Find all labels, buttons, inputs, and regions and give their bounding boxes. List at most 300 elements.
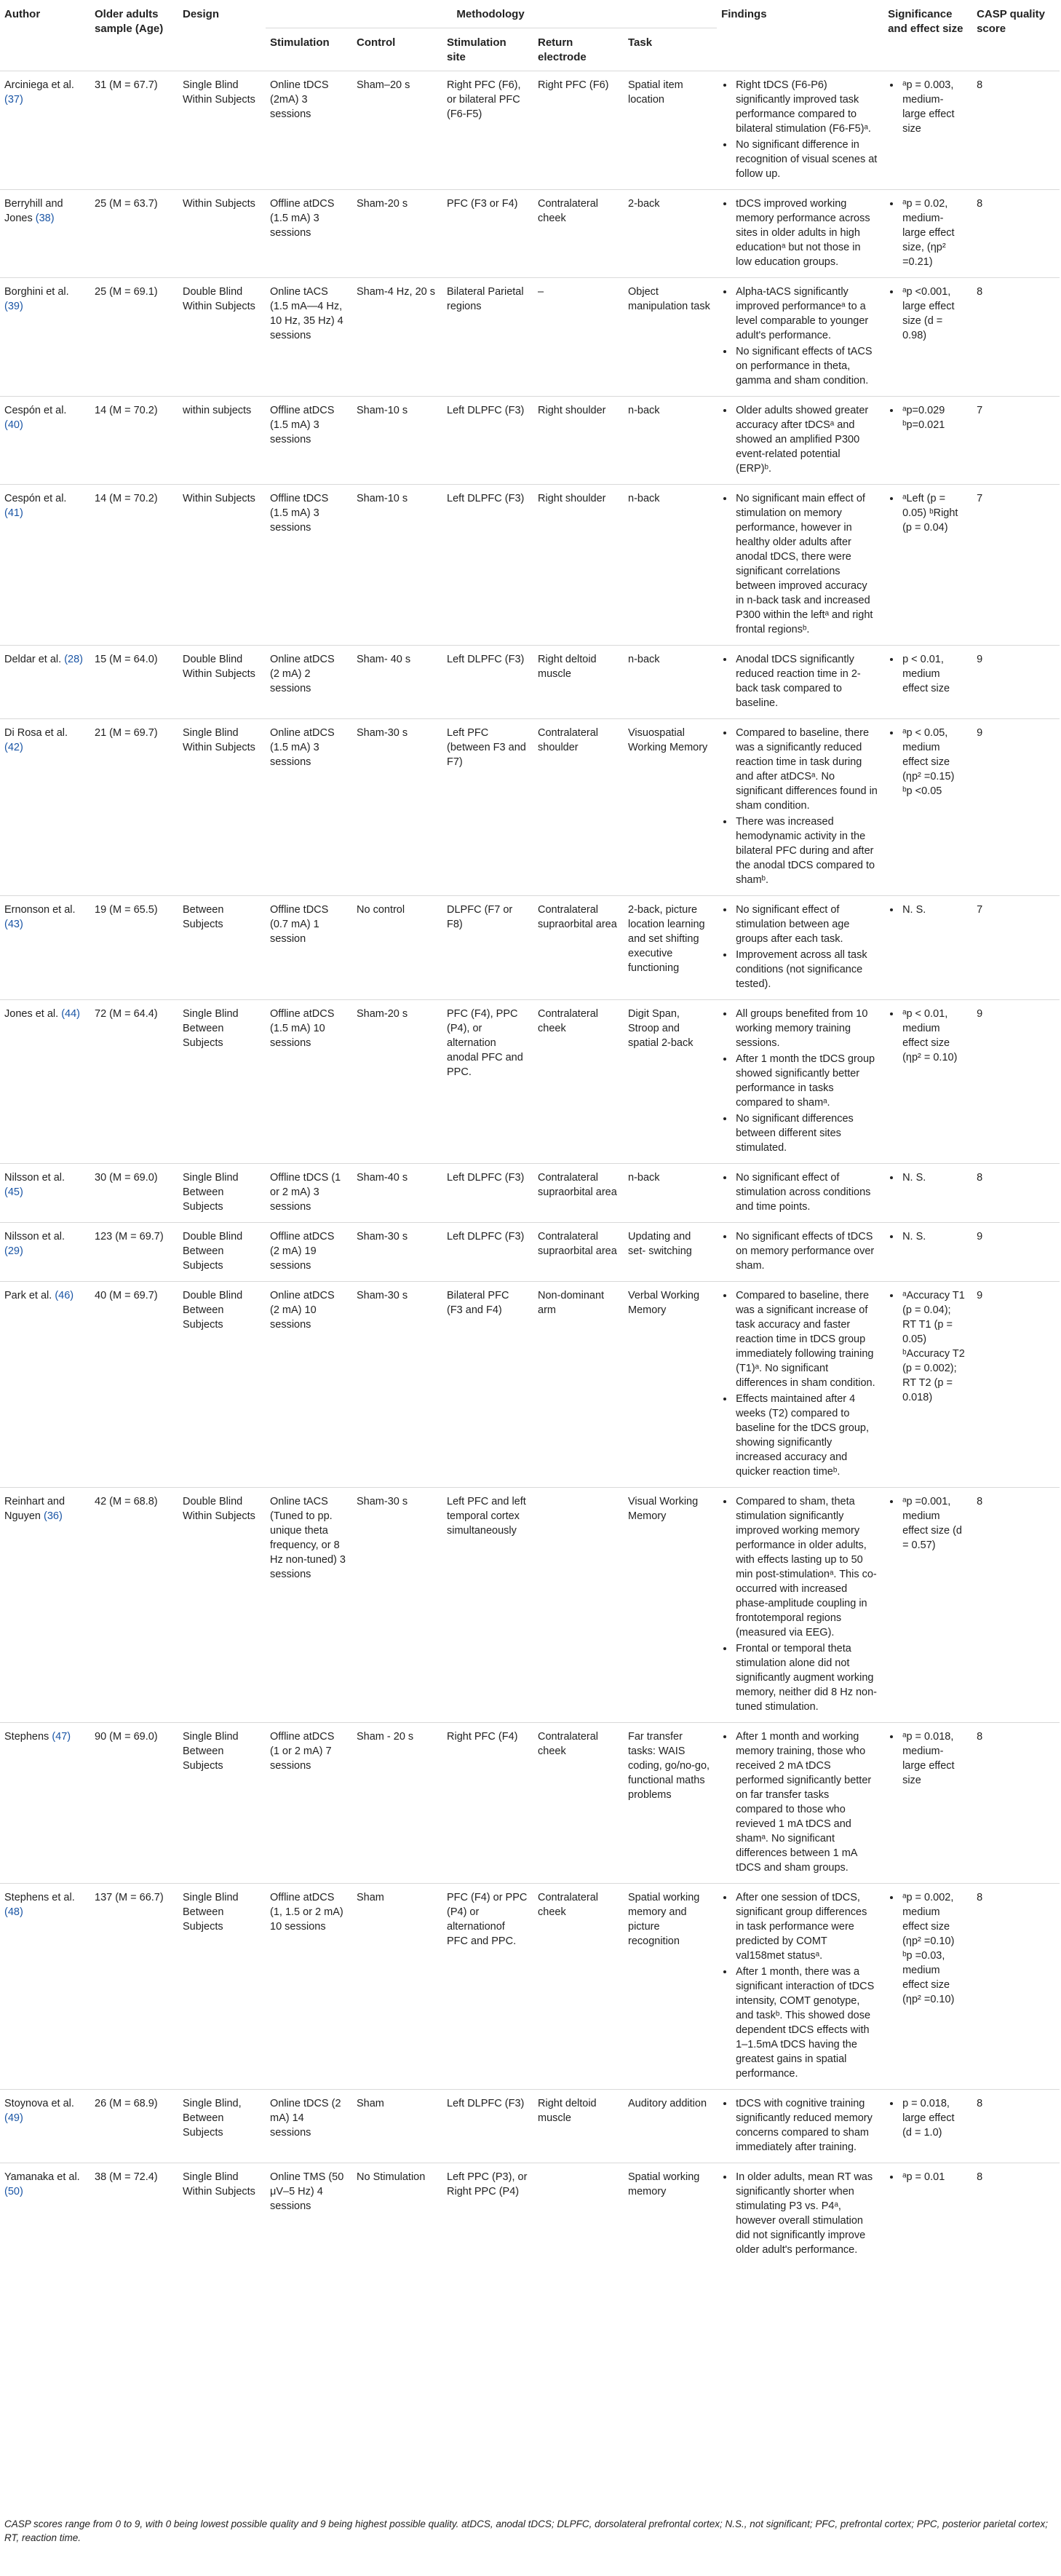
sample-cell: 15 (M = 64.0) [90, 646, 178, 719]
control-cell: Sham-20 s [352, 1000, 442, 1164]
significance-list [888, 2170, 966, 2184]
sample-cell: 25 (M = 69.1) [90, 278, 178, 397]
header-task: Task [624, 28, 717, 71]
reference-link[interactable]: (40) [4, 419, 23, 431]
reference-link[interactable]: (47) [52, 1731, 71, 1743]
return-electrode-cell: Right deltoid muscle [533, 646, 624, 719]
findings-cell [717, 719, 883, 896]
stimulation-cell: Offline atDCS (1.5 mA) 3 sessions [266, 190, 352, 278]
author-name: Stoynova et al. [4, 2098, 74, 2109]
stimulation-cell: Online tACS (Tuned to pp. unique theta frequency, or 8 Hz non-tuned) 3 sessions [266, 1488, 352, 1723]
author-name: Yamanaka et al. [4, 2171, 80, 2183]
site-cell: Left DLPFC (F3) [442, 2090, 533, 2163]
stimulation-cell: Online tDCS (2 mA) 14 sessions [266, 2090, 352, 2163]
finding-item: • There was increased hemodynamic activity in the bilateral PFC during and after the anodal tDCS compared to shamᵇ. [734, 815, 878, 887]
author-cell [0, 190, 90, 278]
findings-list [721, 1729, 878, 1875]
author-cell [0, 397, 90, 485]
site-cell: Right PFC (F6), or bilateral PFC (F6-F5) [442, 71, 533, 190]
task-cell: Visuospatial Working Memory [624, 719, 717, 896]
return-electrode-cell: Contralateral supraorbital area [533, 896, 624, 1000]
author-cell [0, 1488, 90, 1723]
design-cell: Double Blind Between Subjects [178, 1282, 266, 1488]
casp-score-cell: 7 [972, 896, 1060, 1000]
sample-cell: 14 (M = 70.2) [90, 485, 178, 646]
significance-item: • ᵃp = 0.018, medium-large effect size [901, 1729, 966, 1788]
site-cell: Bilateral PFC (F3 and F4) [442, 1282, 533, 1488]
casp-score-cell: 7 [972, 485, 1060, 646]
significance-cell [883, 1488, 972, 1723]
site-cell: Left PPC (P3), or Right PPC (P4) [442, 2163, 533, 2266]
task-cell: Auditory addition [624, 2090, 717, 2163]
control-cell: Sham- 40 s [352, 646, 442, 719]
findings-cell [717, 2163, 883, 2266]
significance-cell [883, 71, 972, 190]
casp-score-cell: 8 [972, 190, 1060, 278]
casp-score-cell: 8 [972, 1488, 1060, 1723]
reference-link[interactable]: (43) [4, 919, 23, 930]
significance-list [888, 1494, 966, 1553]
finding-item: • Compared to baseline, there was a significantly reduced reaction time in task during and after atDCSᵃ. No significant differences found in sham condition. [734, 726, 878, 813]
return-electrode-cell: Contralateral cheek [533, 1723, 624, 1884]
significance-item: • p = 0.018, large effect (d = 1.0) [901, 2096, 966, 2140]
findings-cell [717, 1884, 883, 2090]
author-name: Stephens et al. [4, 1892, 75, 1903]
reference-link[interactable]: (41) [4, 507, 23, 519]
author-cell [0, 71, 90, 190]
return-electrode-cell: Contralateral cheek [533, 1884, 624, 2090]
findings-list [721, 1170, 878, 1214]
finding-item: • No significant difference in recognition of visual scenes at follow up. [734, 138, 878, 181]
sample-cell: 14 (M = 70.2) [90, 397, 178, 485]
author-cell [0, 1000, 90, 1164]
site-cell: DLPFC (F7 or F8) [442, 896, 533, 1000]
author-name: Cespón et al. [4, 405, 67, 416]
table-body [0, 71, 1060, 2266]
task-cell: Verbal Working Memory [624, 1282, 717, 1488]
task-cell: n-back [624, 646, 717, 719]
significance-cell [883, 485, 972, 646]
significance-list [888, 1729, 966, 1788]
casp-score-cell: 8 [972, 2090, 1060, 2163]
stimulation-cell: Offline tDCS (1.5 mA) 3 sessions [266, 485, 352, 646]
significance-item: • ᵃp = 0.002, medium effect size (ηp² =0.10) ᵇp =0.03, medium effect size (ηp² =0.10) [901, 1890, 966, 2007]
sample-cell: 123 (M = 69.7) [90, 1223, 178, 1282]
casp-score-cell: 9 [972, 719, 1060, 896]
control-cell: Sham–20 s [352, 71, 442, 190]
author-cell [0, 2090, 90, 2163]
author-name: Jones et al. [4, 1008, 59, 1020]
task-cell: Spatial working memory [624, 2163, 717, 2266]
reference-link[interactable]: (49) [4, 2112, 23, 2124]
stimulation-cell: Offline atDCS (1, 1.5 or 2 mA) 10 sessions [266, 1884, 352, 2090]
header-site: Stimulation site [442, 28, 533, 71]
significance-list [888, 1229, 966, 1244]
site-cell: Left DLPFC (F3) [442, 646, 533, 719]
return-electrode-cell: – [533, 278, 624, 397]
stimulation-cell: Offline atDCS (1.5 mA) 3 sessions [266, 397, 352, 485]
table-row [0, 190, 1060, 278]
design-cell: Double Blind Within Subjects [178, 1488, 266, 1723]
sample-cell: 25 (M = 63.7) [90, 190, 178, 278]
significance-list [888, 903, 966, 917]
findings-list [721, 1007, 878, 1155]
author-cell [0, 2163, 90, 2266]
header-sample: Older adults sample (Age) [95, 8, 164, 35]
findings-cell [717, 1723, 883, 1884]
significance-item: • N. S. [901, 903, 966, 917]
findings-list [721, 1890, 878, 2081]
task-cell: Far transfer tasks: WAIS coding, go/no-go, functional maths problems [624, 1723, 717, 1884]
task-cell: 2-back, picture location learning and set shifting executive functioning [624, 896, 717, 1000]
design-cell: Single Blind, Between Subjects [178, 2090, 266, 2163]
table-row [0, 896, 1060, 1000]
author-name: Berryhill and Jones [4, 198, 63, 224]
table-row [0, 1488, 1060, 1723]
task-cell: Spatial item location [624, 71, 717, 190]
header-findings: Findings [721, 8, 767, 20]
finding-item: • Effects maintained after 4 weeks (T2) compared to baseline for the tDCS group, showing significantly increased accuracy and quicker reaction timeᵇ. [734, 1392, 878, 1479]
table-row [0, 1000, 1060, 1164]
header-design: Design [183, 8, 220, 20]
significance-cell [883, 1884, 972, 2090]
sample-cell: 21 (M = 69.7) [90, 719, 178, 896]
findings-cell [717, 1000, 883, 1164]
author-cell [0, 896, 90, 1000]
header-author: Author [4, 8, 41, 20]
author-name: Stephens [4, 1731, 49, 1743]
finding-item: • No significant effect of stimulation across conditions and time points. [734, 1170, 878, 1214]
significance-item: • ᵃp < 0.05, medium effect size (ηp² =0.15) ᵇp <0.05 [901, 726, 966, 798]
significance-item: • N. S. [901, 1170, 966, 1185]
findings-list [721, 197, 878, 269]
return-electrode-cell: Contralateral cheek [533, 1000, 624, 1164]
finding-item: • Compared to baseline, there was a significant increase of task accuracy and faster reaction time in tDCS group immediately following training (T1)ᵃ. No significant differences in sham condition. [734, 1288, 878, 1390]
findings-list [721, 285, 878, 388]
finding-item: • No significant effects of tACS on performance in theta, gamma and sham condition. [734, 344, 878, 388]
reference-link[interactable]: (37) [4, 94, 23, 106]
significance-cell [883, 2163, 972, 2266]
table-row [0, 646, 1060, 719]
return-electrode-cell: Right deltoid muscle [533, 2090, 624, 2163]
significance-list [888, 726, 966, 798]
finding-item: • Anodal tDCS significantly reduced reaction time in 2-back task compared to baseline. [734, 652, 878, 710]
findings-cell [717, 1164, 883, 1223]
header-control: Control [352, 28, 442, 71]
significance-cell [883, 1223, 972, 1282]
table-row [0, 1884, 1060, 2090]
site-cell: Left DLPFC (F3) [442, 1223, 533, 1282]
significance-list [888, 1890, 966, 2007]
finding-item: • Improvement across all task conditions (not significance tested). [734, 948, 878, 991]
casp-score-cell: 8 [972, 2163, 1060, 2266]
control-cell: Sham-30 s [352, 1488, 442, 1723]
casp-score-cell: 9 [972, 1282, 1060, 1488]
stimulation-cell: Offline atDCS (1.5 mA) 10 sessions [266, 1000, 352, 1164]
design-cell: Single Blind Between Subjects [178, 1884, 266, 2090]
sample-cell: 19 (M = 65.5) [90, 896, 178, 1000]
casp-score-cell: 8 [972, 1723, 1060, 1884]
design-cell: Double Blind Between Subjects [178, 1223, 266, 1282]
significance-item: • ᵃp <0.001, large effect size (d = 0.98) [901, 285, 966, 343]
table-row [0, 1723, 1060, 1884]
sample-cell: 26 (M = 68.9) [90, 2090, 178, 2163]
control-cell: Sham-30 s [352, 719, 442, 896]
task-cell: n-back [624, 485, 717, 646]
finding-item: • After 1 month, there was a significant interaction of tDCS intensity, COMT genotype, and taskᵇ. This showed dose dependent tDCS effects with 1–1.5mA tDCS having the greatest gains in spatial performance. [734, 1965, 878, 2081]
table-footnote: CASP scores range from 0 to 9, with 0 being lowest possible quality and 9 being highest possible quality. atDCS, anodal tDCS; DLPFC, dorsolateral prefrontal cortex; N.S., not significant; PFC, prefrontal cortex; PPC, posterior parietal cortex; RT, reaction time. [4, 2518, 1048, 2543]
table-row [0, 278, 1060, 397]
site-cell: PFC (F4), PPC (P4), or alternation anodal PFC and PPC. [442, 1000, 533, 1164]
casp-score-cell: 9 [972, 1000, 1060, 1164]
findings-cell [717, 646, 883, 719]
findings-list [721, 903, 878, 991]
significance-item: • ᵃp = 0.003, medium-large effect size [901, 78, 966, 136]
author-cell [0, 719, 90, 896]
author-name: Deldar et al. [4, 654, 62, 665]
author-cell [0, 1223, 90, 1282]
author-name: Arciniega et al. [4, 79, 74, 91]
reference-link[interactable]: (44) [61, 1008, 80, 1020]
finding-item: • Right tDCS (F6-P6) significantly improved task performance compared to bilateral stimulation (F6-F5)ᵃ. [734, 78, 878, 136]
stimulation-cell: Offline atDCS (1 or 2 mA) 7 sessions [266, 1723, 352, 1884]
author-cell [0, 1282, 90, 1488]
finding-item: • No significant effect of stimulation between age groups after each task. [734, 903, 878, 946]
author-cell [0, 1723, 90, 1884]
control-cell: Sham-40 s [352, 1164, 442, 1223]
author-name: Cespón et al. [4, 493, 67, 504]
casp-score-cell: 8 [972, 278, 1060, 397]
significance-list [888, 197, 966, 269]
finding-item: • No significant effects of tDCS on memory performance over sham. [734, 1229, 878, 1273]
significance-list [888, 1007, 966, 1065]
design-cell: within subjects [178, 397, 266, 485]
stimulation-cell: Online atDCS (1.5 mA) 3 sessions [266, 719, 352, 896]
control-cell: Sham-4 Hz, 20 s [352, 278, 442, 397]
significance-item: • ᵃp =0.001, medium effect size (d = 0.57) [901, 1494, 966, 1553]
control-cell: Sham [352, 1884, 442, 2090]
casp-score-cell: 9 [972, 646, 1060, 719]
task-cell: Digit Span, Stroop and spatial 2-back [624, 1000, 717, 1164]
design-cell: Single Blind Between Subjects [178, 1723, 266, 1884]
author-cell [0, 278, 90, 397]
task-cell: n-back [624, 397, 717, 485]
significance-cell [883, 1000, 972, 1164]
stimulation-cell: Online TMS (50 μV–5 Hz) 4 sessions [266, 2163, 352, 2266]
significance-cell [883, 646, 972, 719]
return-electrode-cell: Right shoulder [533, 397, 624, 485]
table-row [0, 485, 1060, 646]
author-cell [0, 646, 90, 719]
finding-item: • In older adults, mean RT was significantly shorter when stimulating P3 vs. P4ᵃ, however overall stimulation did not significantly improve older adult's performance. [734, 2170, 878, 2257]
table-row [0, 1223, 1060, 1282]
task-cell: 2-back [624, 190, 717, 278]
finding-item: • Older adults showed greater accuracy after tDCSᵃ and showed an amplified P300 event-related potential (ERP)ᵇ. [734, 403, 878, 476]
findings-cell [717, 896, 883, 1000]
finding-item: • After one session of tDCS, significant group differences in task performance were predicted by COMT val158met statusᵃ. [734, 1890, 878, 1963]
reference-link[interactable]: (42) [4, 742, 23, 753]
return-electrode-cell: Contralateral shoulder [533, 719, 624, 896]
sample-cell: 42 (M = 68.8) [90, 1488, 178, 1723]
significance-cell [883, 190, 972, 278]
header-row-1 [0, 0, 1060, 28]
control-cell: Sham-20 s [352, 190, 442, 278]
reference-link[interactable]: (46) [55, 1290, 74, 1301]
finding-item: • After 1 month and working memory training, those who received 2 mA tDCS performed significantly better on far transfer tasks compared to those who revieved 1 mA tDCS and shamᵃ. No significant differences between 1 mA tDCS and sham groups. [734, 1729, 878, 1875]
header-methodology: Methodology [266, 0, 717, 28]
significance-list [888, 2096, 966, 2140]
findings-list [721, 1229, 878, 1273]
design-cell: Single Blind Within Subjects [178, 71, 266, 190]
header-stimulation: Stimulation [266, 28, 352, 71]
significance-item: • ᵃp = 0.01 [901, 2170, 966, 2184]
task-cell: Updating and set- switching [624, 1223, 717, 1282]
table-row [0, 2090, 1060, 2163]
author-name: Nilsson et al. [4, 1172, 65, 1184]
reference-link[interactable]: (45) [4, 1186, 23, 1198]
design-cell: Within Subjects [178, 190, 266, 278]
reference-link[interactable]: (38) [35, 213, 55, 224]
return-electrode-cell: Right shoulder [533, 485, 624, 646]
significance-cell [883, 896, 972, 1000]
table-row [0, 397, 1060, 485]
significance-item: • ᵃLeft (p = 0.05) ᵇRight (p = 0.04) [901, 491, 966, 535]
finding-item: • tDCS improved working memory performance across sites in older adults in high educationᵃ but not those in low education groups. [734, 197, 878, 269]
significance-item: • ᵃp = 0.02, medium-large effect size, (ηp² =0.21) [901, 197, 966, 269]
significance-cell [883, 1723, 972, 1884]
design-cell: Double Blind Within Subjects [178, 278, 266, 397]
author-name: Nilsson et al. [4, 1231, 65, 1243]
findings-list [721, 726, 878, 887]
task-cell: Spatial working memory and picture recognition [624, 1884, 717, 2090]
reference-link[interactable]: (48) [4, 1906, 23, 1918]
author-cell [0, 1164, 90, 1223]
significance-list [888, 1288, 966, 1405]
site-cell: Left DLPFC (F3) [442, 1164, 533, 1223]
significance-list [888, 652, 966, 696]
reference-link[interactable]: (29) [4, 1245, 23, 1257]
return-electrode-cell [533, 2163, 624, 2266]
site-cell: Bilateral Parietal regions [442, 278, 533, 397]
author-cell [0, 485, 90, 646]
significance-list [888, 491, 966, 535]
stimulation-cell: Online atDCS (2 mA) 2 sessions [266, 646, 352, 719]
finding-item: • tDCS with cognitive training significantly reduced memory concerns compared to sham immediately after training. [734, 2096, 878, 2155]
design-cell: Single Blind Between Subjects [178, 1000, 266, 1164]
sample-cell: 72 (M = 64.4) [90, 1000, 178, 1164]
significance-cell [883, 397, 972, 485]
finding-item: • After 1 month the tDCS group showed significantly better performance in tasks compared to shamᵃ. [734, 1052, 878, 1110]
design-cell: Double Blind Within Subjects [178, 646, 266, 719]
author-cell [0, 1884, 90, 2090]
sample-cell: 40 (M = 69.7) [90, 1282, 178, 1488]
stimulation-cell: Online tACS (1.5 mA—4 Hz, 10 Hz, 35 Hz) 4 sessions [266, 278, 352, 397]
table-row [0, 1282, 1060, 1488]
design-cell: Within Subjects [178, 485, 266, 646]
findings-list [721, 652, 878, 710]
reference-link[interactable]: (36) [44, 1510, 63, 1522]
sample-cell: 90 (M = 69.0) [90, 1723, 178, 1884]
design-cell: Between Subjects [178, 896, 266, 1000]
casp-score-cell: 8 [972, 71, 1060, 190]
significance-cell [883, 1164, 972, 1223]
author-name: Reinhart and Nguyen [4, 1496, 65, 1522]
finding-item: • All groups benefited from 10 working memory training sessions. [734, 1007, 878, 1050]
significance-item: • ᵃp=0.029 ᵇp=0.021 [901, 403, 966, 432]
findings-cell [717, 2090, 883, 2163]
finding-item: • Alpha-tACS significantly improved performanceᵃ to a level comparable to younger adult's performance. [734, 285, 878, 343]
significance-cell [883, 278, 972, 397]
header-return: Return electrode [533, 28, 624, 71]
control-cell: Sham-30 s [352, 1223, 442, 1282]
stimulation-cell: Offline tDCS (1 or 2 mA) 3 sessions [266, 1164, 352, 1223]
stimulation-cell: Offline tDCS (0.7 mA) 1 session [266, 896, 352, 1000]
significance-list [888, 78, 966, 136]
finding-item: • Compared to sham, theta stimulation significantly improved working memory performance in older adults, with effects lasting up to 50 min post-stimulationᵃ. This co-occurred with increased phase-amplitude coupling in frontotemporal regions (measured via EEG). [734, 1494, 878, 1640]
findings-list [721, 2096, 878, 2155]
return-electrode-cell: Non-dominant arm [533, 1282, 624, 1488]
reference-link[interactable]: (39) [4, 301, 23, 312]
findings-list [721, 1494, 878, 1714]
significance-cell [883, 1282, 972, 1488]
findings-list [721, 491, 878, 637]
sample-cell: 137 (M = 66.7) [90, 1884, 178, 2090]
author-name: Di Rosa et al. [4, 727, 68, 739]
findings-list [721, 403, 878, 476]
site-cell: Left DLPFC (F3) [442, 485, 533, 646]
header-significance: Significance and effect size [888, 8, 963, 35]
findings-cell [717, 1223, 883, 1282]
findings-list [721, 78, 878, 181]
stimulation-cell: Offline atDCS (2 mA) 19 sessions [266, 1223, 352, 1282]
site-cell: Right PFC (F4) [442, 1723, 533, 1884]
finding-item: • No significant differences between different sites stimulated. [734, 1111, 878, 1155]
findings-cell [717, 190, 883, 278]
task-cell: n-back [624, 1164, 717, 1223]
control-cell: Sham-30 s [352, 1282, 442, 1488]
findings-cell [717, 1488, 883, 1723]
task-cell: Visual Working Memory [624, 1488, 717, 1723]
control-cell: Sham [352, 2090, 442, 2163]
casp-score-cell: 8 [972, 1164, 1060, 1223]
return-electrode-cell: Contralateral cheek [533, 190, 624, 278]
author-name: Park et al. [4, 1290, 52, 1301]
design-cell: Single Blind Within Subjects [178, 2163, 266, 2266]
table-row [0, 1164, 1060, 1223]
site-cell: Left PFC (between F3 and F7) [442, 719, 533, 896]
significance-list [888, 403, 966, 432]
control-cell: Sham - 20 s [352, 1723, 442, 1884]
site-cell: PFC (F4) or PPC (P4) or alternationof PFC and PPC. [442, 1884, 533, 2090]
reference-link[interactable]: (50) [4, 2186, 23, 2197]
reference-link[interactable]: (28) [64, 654, 84, 665]
significance-item: • ᵃp < 0.01, medium effect size (ηp² = 0.10) [901, 1007, 966, 1065]
return-electrode-cell: Contralateral supraorbital area [533, 1164, 624, 1223]
finding-item: • No significant main effect of stimulation on memory performance, however in healthy older adults after anodal tDCS, there were significant correlations between improved accuracy in n-back task and increased P300 within the leftᵃ and right frontal regionsᵇ. [734, 491, 878, 637]
author-name: Borghini et al. [4, 286, 69, 298]
design-cell: Single Blind Within Subjects [178, 719, 266, 896]
control-cell: No Stimulation [352, 2163, 442, 2266]
design-cell: Single Blind Between Subjects [178, 1164, 266, 1223]
significance-cell [883, 719, 972, 896]
header-casp: CASP quality score [977, 8, 1045, 35]
findings-cell [717, 1282, 883, 1488]
finding-item: • Frontal or temporal theta stimulation alone did not significantly augment working memory, neither did 8 Hz non-tuned stimulation. [734, 1641, 878, 1714]
site-cell: Left PFC and left temporal cortex simultaneously [442, 1488, 533, 1723]
findings-list [721, 1288, 878, 1479]
significance-item: • N. S. [901, 1229, 966, 1244]
significance-item: • ᵃAccuracy T1 (p = 0.04); RT T1 (p = 0.05) ᵇAccuracy T2 (p = 0.002); RT T2 (p = 0.018) [901, 1288, 966, 1405]
